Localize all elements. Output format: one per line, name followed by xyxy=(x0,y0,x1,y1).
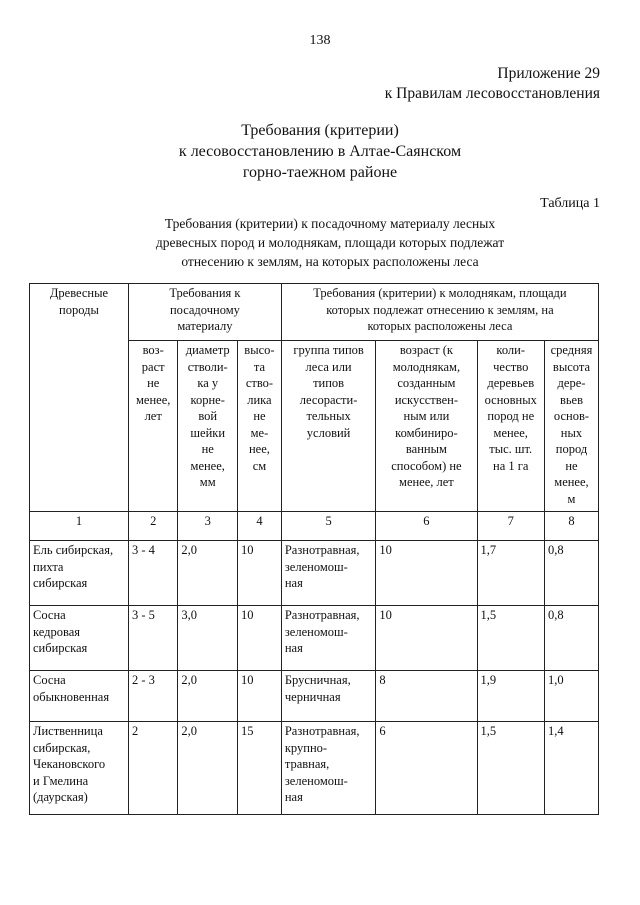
table-label: Таблица 1 xyxy=(540,196,600,211)
diameter-cell: 2,0 xyxy=(178,722,238,815)
species-cell: Сосна кедровая сибирская xyxy=(30,606,129,671)
avg-height-cell: 1,4 xyxy=(544,722,598,815)
count-cell: 1,9 xyxy=(477,671,544,722)
header-height xyxy=(238,341,282,512)
count-cell: 1,5 xyxy=(477,722,544,815)
header-young-age xyxy=(376,341,477,512)
young-age-cell: 6 xyxy=(376,722,477,815)
page-number: 138 xyxy=(309,33,331,48)
young-age-cell: 10 xyxy=(376,606,477,671)
header-species-text: Древесные породы xyxy=(49,286,109,317)
age-cell: 2 - 3 xyxy=(128,671,177,722)
table-row xyxy=(30,671,599,722)
forest-type-cell: Разнотравная, зеленомош- ная xyxy=(281,541,375,606)
species-cell: Сосна обыкновенная xyxy=(30,671,129,722)
diameter-cell: 3,0 xyxy=(178,606,238,671)
header-diameter-text: диаметр стволи- ка у корне- вой шейки не менее, мм xyxy=(185,343,230,489)
young-age-cell: 8 xyxy=(376,671,477,722)
forest-type-cell: Разнотравная, зеленомош- ная xyxy=(281,606,375,671)
avg-height-cell: 0,8 xyxy=(544,606,598,671)
age-cell: 2 xyxy=(128,722,177,815)
table-caption xyxy=(130,214,530,271)
header-young-group xyxy=(281,284,598,341)
col-number: 1 xyxy=(30,512,129,541)
header-avg-height-text: средняя высота дере- вьев основ- ных пород не менее, м xyxy=(550,343,593,506)
col-number: 3 xyxy=(178,512,238,541)
appendix-line-2: к Правилам лесовосстановления xyxy=(384,85,600,102)
header-planting-group-text: Требования к посадочному материалу xyxy=(169,286,241,333)
table-row xyxy=(30,606,599,671)
caption-line-2: древесных пород и молоднякам, площади которых подлежат xyxy=(155,235,505,250)
height-cell: 10 xyxy=(238,671,282,722)
caption-line-1: Требования (критерии) к посадочному материалу лесных xyxy=(164,216,496,231)
requirements-table xyxy=(29,283,599,815)
col-number: 7 xyxy=(477,512,544,541)
header-age-text: воз- раст не менее, лет xyxy=(136,343,171,423)
appendix-heading xyxy=(385,64,600,104)
header-count xyxy=(477,341,544,512)
young-age-cell: 10 xyxy=(376,541,477,606)
avg-height-cell: 0,8 xyxy=(544,541,598,606)
title-line-2: к лесовосстановлению в Алтае-Саянском xyxy=(178,143,462,160)
header-diameter xyxy=(178,341,238,512)
title-line-1: Требования (критерии) xyxy=(241,122,399,139)
count-cell: 1,5 xyxy=(477,606,544,671)
forest-type-cell: Разнотравная, крупно- травная, зеленомош- ная xyxy=(281,722,375,815)
height-cell: 15 xyxy=(238,722,282,815)
document-title xyxy=(0,120,640,183)
caption-line-3: отнесению к землям, на которых расположены леса xyxy=(181,254,479,269)
col-number: 8 xyxy=(544,512,598,541)
header-count-text: коли- чество деревьев основных пород не менее, тыс. шт. на 1 га xyxy=(484,343,537,473)
title-line-3: горно-таежном районе xyxy=(242,164,398,181)
col-number: 4 xyxy=(238,512,282,541)
species-cell: Ель сибирская, пихта сибирская xyxy=(30,541,129,606)
col-number: 2 xyxy=(128,512,177,541)
forest-type-cell: Брусничная, черничная xyxy=(281,671,375,722)
table-row xyxy=(30,541,599,606)
avg-height-cell: 1,0 xyxy=(544,671,598,722)
header-forest-type xyxy=(281,341,375,512)
header-young-group-text: Требования (критерии) к молоднякам, площади которых подлежат отнесению к землям, на которых расположены леса xyxy=(313,286,567,333)
header-forest-type-text: группа типов леса или типов лесорасти- тельных условий xyxy=(293,343,364,440)
header-height-text: высо- та ство- лика не ме- нее, см xyxy=(244,343,275,473)
diameter-cell: 2,0 xyxy=(178,671,238,722)
header-planting-group xyxy=(128,284,281,341)
col-number: 6 xyxy=(376,512,477,541)
header-row-top xyxy=(30,284,599,341)
height-cell: 10 xyxy=(238,606,282,671)
header-age xyxy=(128,341,177,512)
header-young-age-text: возраст (к молоднякам, созданным искусствен- ным или комбиниро- ванным способом) не менее, лет xyxy=(391,343,462,489)
count-cell: 1,7 xyxy=(477,541,544,606)
header-species xyxy=(30,284,129,512)
appendix-line-1: Приложение 29 xyxy=(497,65,600,82)
diameter-cell: 2,0 xyxy=(178,541,238,606)
column-number-row xyxy=(30,512,599,541)
col-number: 5 xyxy=(281,512,375,541)
age-cell: 3 - 5 xyxy=(128,606,177,671)
table-row xyxy=(30,722,599,815)
height-cell: 10 xyxy=(238,541,282,606)
age-cell: 3 - 4 xyxy=(128,541,177,606)
header-avg-height xyxy=(544,341,598,512)
species-cell: Лиственница сибирская, Чекановского и Гмелина (даурская) xyxy=(30,722,129,815)
